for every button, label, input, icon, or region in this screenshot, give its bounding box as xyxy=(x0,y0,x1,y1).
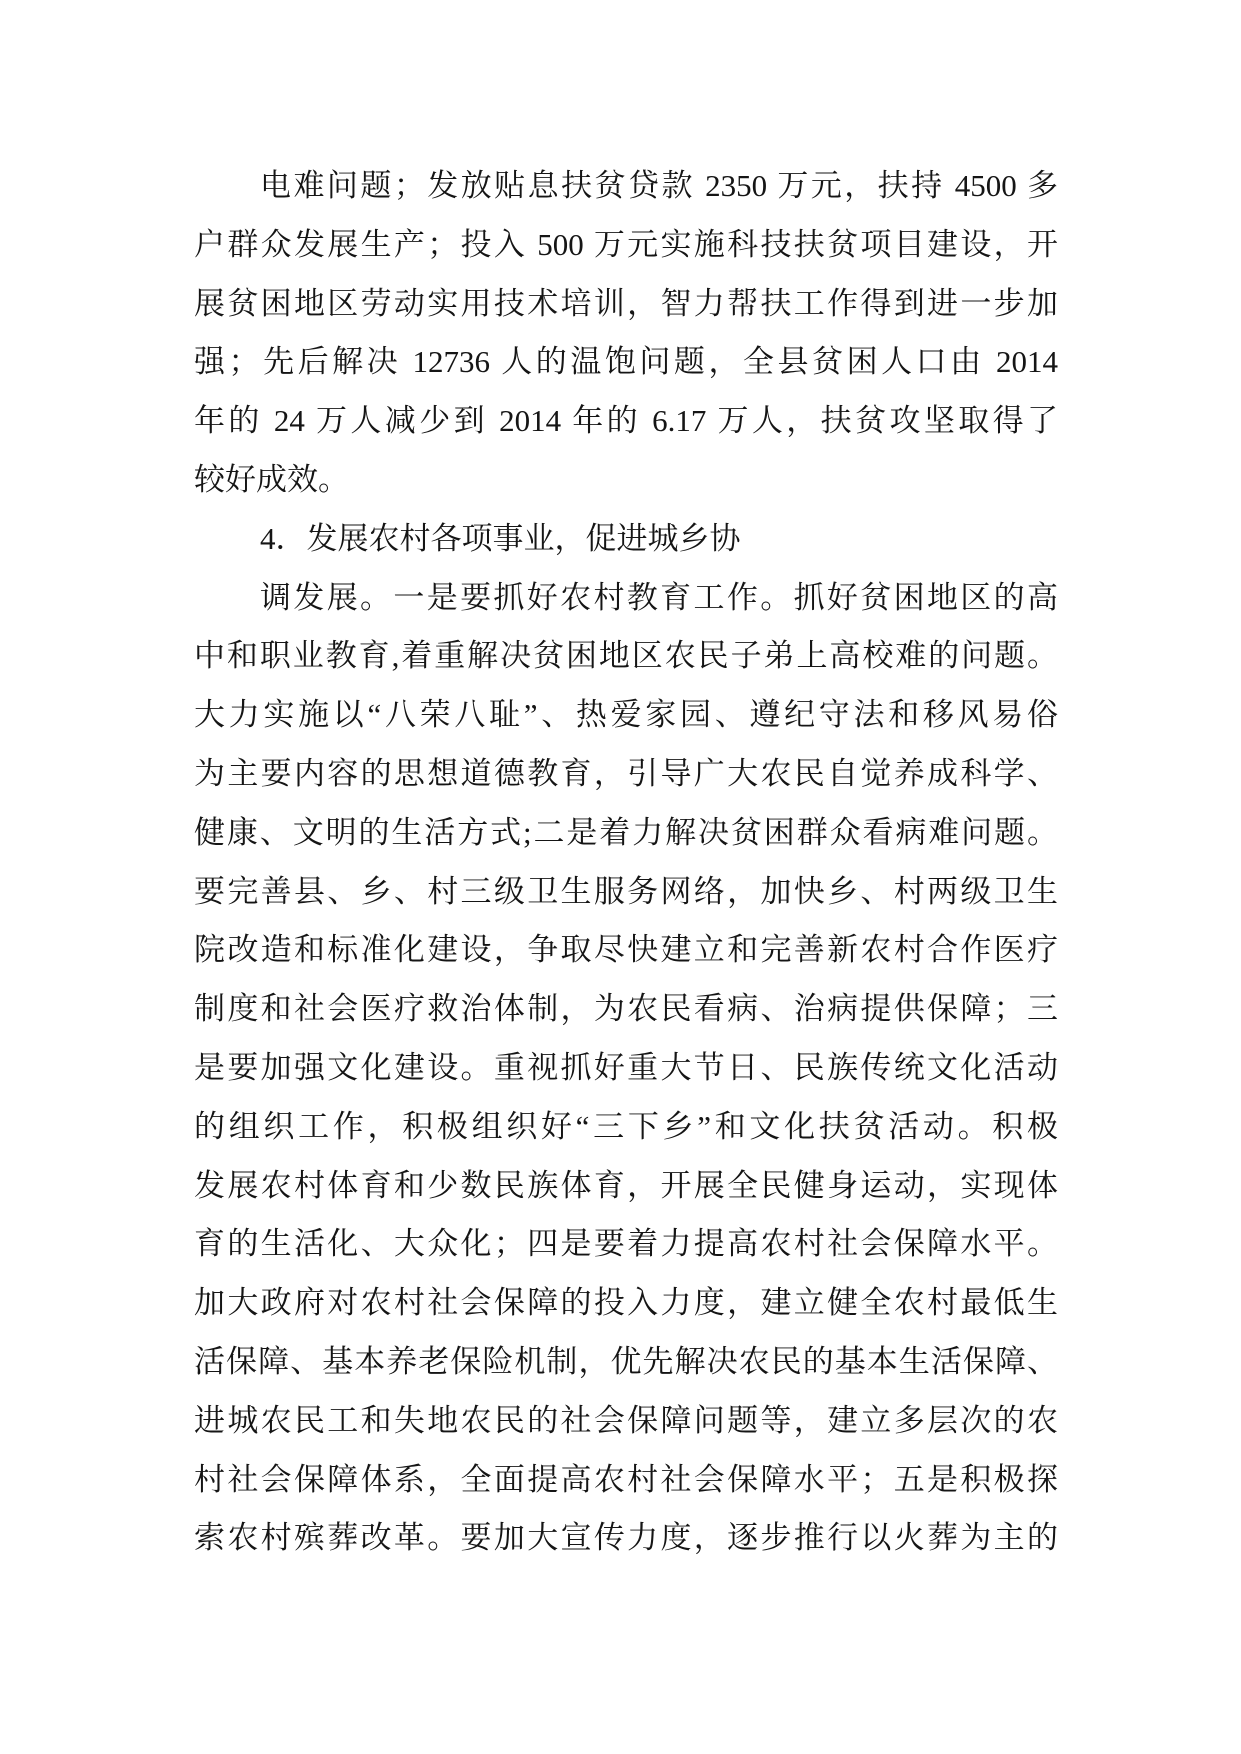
text-line: 中和职业教育,着重解决贫困地区农民子弟上高校难的问题。 xyxy=(194,638,1058,674)
text-line: 较好成效。 xyxy=(194,461,349,497)
body-text xyxy=(194,157,1058,1568)
text-line: 展贫困地区劳动实用技术培训，智力帮扶工作得到进一步加 xyxy=(194,285,1058,321)
text-line: 健康、文明的生活方式;二是着力解决贫困群众看病难问题。 xyxy=(194,814,1058,850)
text-line: 索农村殡葬改革。要加大宣传力度，逐步推行以火葬为主的 xyxy=(194,1520,1058,1556)
text-line: 电难问题；发放贴息扶贫贷款 2350 万元，扶持 4500 多 xyxy=(260,168,1058,203)
text-line: 调发展。一是要抓好农村教育工作。抓好贫困地区的高 xyxy=(260,579,1058,615)
text-line: 院改造和标准化建设，争取尽快建立和完善新农村合作医疗 xyxy=(194,932,1058,968)
text-line: 活保障、基本养老保险机制，优先解决农民的基本生活保障、 xyxy=(194,1343,1058,1379)
text-line: 是要加强文化建设。重视抓好重大节日、民族传统文化活动 xyxy=(194,1049,1058,1085)
text-line: 的组织工作，积极组织好“三下乡”和文化扶贫活动。积极 xyxy=(194,1108,1058,1144)
text-line: 村社会保障体系，全面提高农村社会保障水平；五是积极探 xyxy=(194,1461,1058,1497)
text-line: 进城农民工和失地农民的社会保障问题等，建立多层次的农 xyxy=(194,1402,1058,1438)
text-line: 育的生活化、大众化；四是要着力提高农村社会保障水平。 xyxy=(194,1226,1058,1262)
section-heading: 4．发展农村各项事业，促进城乡协 xyxy=(260,520,741,556)
text-line: 要完善县、乡、村三级卫生服务网络，加快乡、村两级卫生 xyxy=(194,873,1058,909)
text-line: 加大政府对农村社会保障的投入力度，建立健全农村最低生 xyxy=(194,1285,1058,1321)
text-line: 年的 24 万人减少到 2014 年的 6.17 万人，扶贫攻坚取得了 xyxy=(194,403,1058,439)
text-line: 为主要内容的思想道德教育，引导广大农民自觉养成科学、 xyxy=(194,755,1058,791)
text-line: 强；先后解决 12736 人的温饱问题，全县贫困人口由 2014 xyxy=(194,344,1058,380)
text-line: 制度和社会医疗救治体制，为农民看病、治病提供保障；三 xyxy=(194,991,1058,1027)
text-line: 大力实施以“八荣八耻”、热爱家园、遵纪守法和移风易俗 xyxy=(194,697,1058,733)
text-line: 户群众发展生产；投入 500 万元实施科技扶贫项目建设，开 xyxy=(194,226,1058,262)
text-line: 发展农村体育和少数民族体育，开展全民健身运动，实现体 xyxy=(194,1167,1058,1203)
